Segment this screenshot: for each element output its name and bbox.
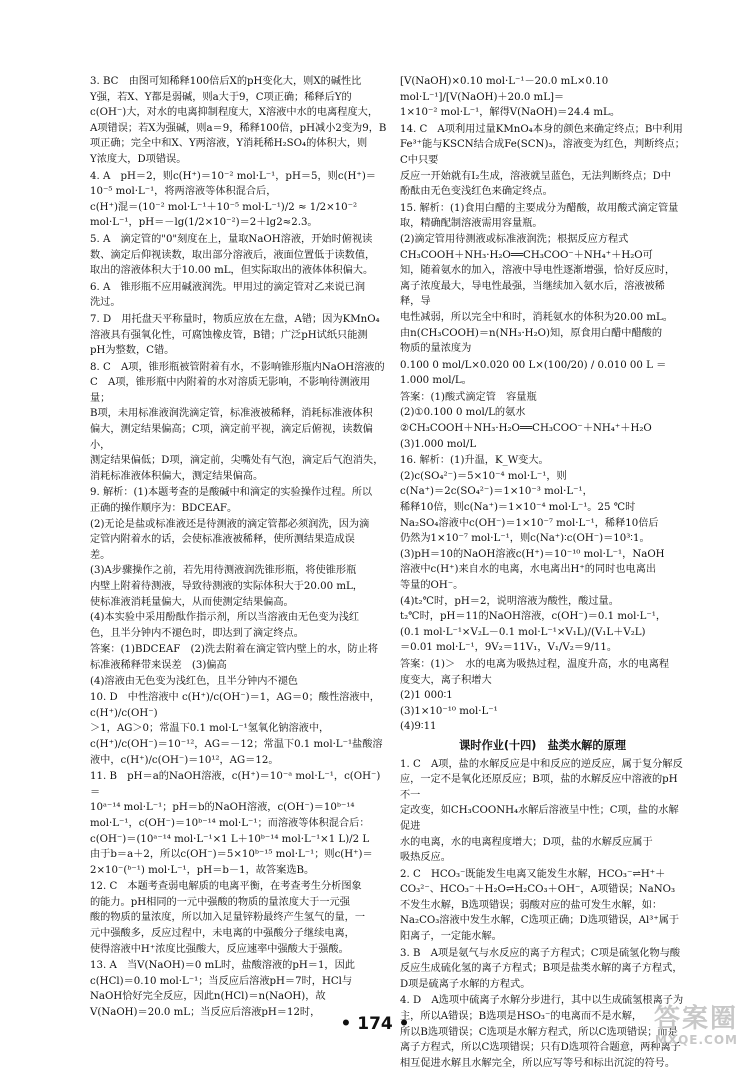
text-line: 10⁻⁵ mol·L⁻¹，将两溶液等体积混合后， [90, 186, 277, 198]
text-line: (4)9∶11 [400, 721, 437, 733]
text-line: 5. A 滴定管的"0"刻度在上，量取NaOH溶液，开始时俯视读 [90, 233, 373, 245]
text-line: mol·L⁻¹，pH＝－lg(1/2×10⁻²)＝2＋lg2≈2.3。 [90, 217, 318, 229]
text-line: ＝0.01 mol·L⁻¹，9V₂＝11V₁，V₁/V₂＝9/11。 [400, 642, 618, 654]
text-line: 定改变，如CH₃COONH₄水解后溶液呈中性；C项，盐的水解促进 [400, 805, 679, 832]
text-line: 液中，c(H⁺)/c(OH⁻)＝10¹²，AG＝12。 [90, 754, 279, 766]
right-column-top [400, 74, 685, 735]
text-line: 10. D 中性溶液中 c(H⁺)/c(OH⁻)＝1，AG＝0；酸性溶液中，c(H⁺)/c(OH⁻) [90, 692, 380, 719]
text-line: Na₂SO₄溶液中c(OH⁻)＝1×10⁻⁷ mol·L⁻¹，稀释10倍后 [400, 517, 659, 529]
text-line: (4)溶液由无色变为浅红色，且半分钟内不褪色 [90, 675, 298, 687]
text-line: mol·L⁻¹，c(OH⁻)＝10ᵇ⁻¹⁴ mol·L⁻¹；而溶液等体积混合后： [90, 817, 370, 829]
text-line: pH为整数，C错。 [90, 345, 175, 357]
text-line: (0.1 mol·L⁻¹×V₂L－0.1 mol·L⁻¹×V₁L)/(V₁L＋V₂L) [400, 626, 646, 638]
text-line: 11. B pH＝a的NaOH溶液，c(H⁺)＝10⁻ᵃ mol·L⁻¹，c(OH⁻)＝ [90, 771, 381, 798]
text-line: 溶液具有强氧化性，可腐蚀橡皮管，B错；广泛pH试纸只能测 [90, 329, 368, 341]
text-line: 12. C 本题考查弱电解质的电离平衡，在考查考生分析图象 [90, 881, 362, 893]
answer-entry [400, 657, 685, 735]
text-line: CH₃COOH＋NH₃·H₂O══CH₃COO⁻＋NH₄⁺＋H₂O可 [400, 249, 653, 261]
answer-entry [400, 122, 685, 200]
answer-entry [400, 867, 685, 945]
text-line: 答案：(1)BDCEAF (2)洗去附着在滴定管内壁上的水，防止将 [90, 644, 379, 656]
text-line: 由n(CH₃COOH)＝n(NH₃·H₂O)知，原食用白醋中醋酸的 [400, 327, 663, 339]
text-line: 所以B选项错误；C选项是水解方程式，所以C选项错误；而是 [400, 1026, 678, 1038]
page-number: • 174 • [340, 1014, 410, 1034]
text-line: 测定结果偏低；D项，滴定前，尖嘴处有气泡，滴定后气泡消失， [90, 455, 384, 467]
text-line: (2)滴定管用待测液或标准液润洗；根据反应方程式 [400, 233, 629, 245]
text-line: Na₂CO₃溶液中发生水解，C选项正确；D选项错误，Al³⁺属于 [400, 915, 680, 927]
text-line: 15. 解析：(1)食用白醋的主要成分为醋酸，故用酸式滴定管量 [400, 202, 679, 214]
answer-entry [400, 358, 685, 389]
text-line: 反应生成硫化氢的离子方程式；B项是盐类水解的离子方程式， [400, 963, 683, 975]
text-line: (2)1 000∶1 [400, 690, 453, 702]
right-column [400, 74, 685, 1072]
answer-entry [400, 453, 685, 656]
text-line: c(HCl)＝0.10 mol·L⁻¹；当反应后溶液pH＝7时，HCl与 [90, 975, 353, 987]
text-line: 答案：(1)酸式滴定管 容量瓶 [400, 391, 537, 403]
answer-entry [90, 280, 390, 311]
text-line: ②CH₃COOH＋NH₃·H₂O══CH₃COO⁻＋NH₄⁺＋H₂O [400, 423, 652, 435]
text-line: 稀释10倍，则c(Na⁺)＝1×10⁻⁴ mol·L⁻¹。25 ℃时 [400, 502, 636, 514]
text-line: (2)①0.100 0 mol/L的氨水 [400, 407, 526, 419]
text-line: (3)1×10⁻¹⁰ mol·L⁻¹ [400, 705, 498, 717]
text-line: 元中强酸多，反应过程中，未电离的中强酸分子继续电离， [90, 928, 355, 940]
text-line: 16. 解析：(1)升温，K_W变大。 [400, 455, 549, 467]
answer-entry [90, 769, 390, 878]
text-line: 吸热反应。 [400, 852, 451, 864]
answer-entry [400, 74, 685, 121]
text-line: 溶液中c(H⁺)来自水的电离，水电离出H⁺的同时也电离出 [400, 564, 657, 576]
text-line: 水的电离，水的电离程度增大；D项，盐的水解反应属于 [400, 836, 653, 848]
text-line: 答案：(1)＞ 水的电离为吸热过程，温度升高，水的电离程 [400, 658, 670, 670]
left-column [90, 74, 390, 1022]
text-line: 酸的物质的量浓度，所以加入足量锌粉最终产生氢气的量，一 [90, 912, 366, 924]
text-line: 偏大，测定结果偏高；C项，滴定前平视，滴定后俯视，读数偏小， [90, 424, 373, 451]
text-line: (2)c(SO₄²⁻)＝5×10⁻⁴ mol·L⁻¹，则 [400, 470, 567, 482]
text-line: 应，一定不是氧化还原反应；B项，盐的水解反应中溶液的pH不一 [400, 774, 678, 801]
answer-entry [90, 360, 390, 485]
text-line: 9. 解析：(1)本题考查的是酸碱中和滴定的实验操作过程。所以 [90, 487, 373, 499]
text-line: c(Na⁺)＝2c(SO₄²⁻)＝1×10⁻³ mol·L⁻¹， [400, 486, 593, 498]
text-line: (3)A步骤操作之前，若先用待测液润洗锥形瓶，将使锥形瓶 [90, 565, 357, 577]
text-line: ＞1，AG＞0；常温下0.1 mol·L⁻¹氢氧化钠溶液中， [90, 723, 330, 735]
answer-entry [90, 958, 390, 1020]
text-line: 3. B A项是氨气与水反应的离子方程式；C项是硫氢化物与酸 [400, 947, 681, 959]
text-line: 不发生水解，B选项错误；弱酸对应的盐可发生水解，如： [400, 899, 663, 911]
watermark-logo-text: 答案圈 [653, 1004, 738, 1034]
text-line: c(OH⁻)大，对水的电离抑制程度大，X溶液中水的电离程度大， [90, 107, 379, 119]
text-line: [V(NaOH)×0.10 mol·L⁻¹－20.0 mL×0.10 mol·L⁻¹]/[V(NaOH)＋20.0 mL]＝ [400, 76, 609, 103]
text-line: 10ᵃ⁻¹⁴ mol·L⁻¹；pH＝b的NaOH溶液，c(OH⁻)＝10ᵇ⁻¹⁴ [90, 802, 355, 814]
watermark-url: MXQE.COM [654, 1033, 738, 1047]
text-line: 酚酞由无色变浅红色来确定终点。 [400, 186, 553, 198]
text-line: (3)pH＝10的NaOH溶液c(H⁺)＝10⁻¹⁰ mol·L⁻¹，NaOH [400, 548, 665, 560]
text-line: 4. D A选项中硫离子水解分步进行，其中以生成硫氢根离子为 [400, 995, 684, 1007]
answer-entry [400, 946, 685, 993]
answer-entry [90, 232, 390, 279]
text-line: 使得溶液中H⁺浓度比强酸大，反应速率中强酸大于强酸。 [90, 943, 349, 955]
answer-entry [90, 690, 390, 768]
text-line: 主，所以A错误；B选项是HSO₃⁻的电离而不是水解， [400, 1011, 643, 1023]
text-line: 相互促进水解且水解完全，所以应写等号和标出沉淀的符号。 [400, 1057, 676, 1069]
answer-entry [90, 879, 390, 957]
text-line: 6. A 锥形瓶不应用碱液润洗。甲用过的滴定管对乙来说已润 [90, 281, 366, 293]
text-line: 2×10⁻(ᵇ⁻¹) mol·L⁻¹，pH＝b－1，故答案选B。 [90, 864, 315, 876]
text-line: (2)无论是盐或标准液还是待测液的滴定管都必须润洗，因为滴 [90, 518, 370, 530]
text-line: 正确的操作顺序为：BDCEAF。 [90, 503, 238, 515]
text-line: 反应一开始就有I₂生成，溶液就呈蓝色，无法判断终点；D中 [400, 170, 671, 182]
answer-entry [90, 642, 390, 689]
text-line: 离子方程式，所以C选项错误；只有D选项符合题意，两种离子 [400, 1042, 681, 1054]
text-line: 由于b＝a＋2，所以c(OH⁻)＝5×10ᵇ⁻¹⁵ mol·L⁻¹；则c(H⁺)＝ [90, 849, 373, 861]
text-line: 2. C HCO₃⁻既能发生电离又能发生水解，HCO₃⁻⇌H⁺＋ [400, 868, 666, 880]
text-line: 取出的溶液体积大于10.00 mL，但实际取出的液体体积偏大。 [90, 265, 374, 277]
text-line: 3. BC 由图可知稀释100倍后X的pH变化大，则X的碱性比 [90, 76, 362, 87]
text-line: V(NaOH)＝20.0 mL；当反应后溶液pH＝12时， [90, 1007, 321, 1019]
text-line: 色，且半分钟内不褪色时，即达到了滴定终点。 [90, 627, 304, 639]
text-line: 离子浓度最大，导电性最强，当继续加入氨水后，溶液被稀释，导 [400, 280, 665, 308]
text-line: c(OH⁻)＝(10ᵃ⁻¹⁴ mol·L⁻¹×1 L＋10ᵇ⁻¹⁴ mol·L⁻¹×1 L)/2 L [90, 833, 370, 845]
text-line: 取，精确配制溶液需用容量瓶。 [400, 218, 543, 230]
text-line: c(H⁺)/c(OH⁻)＝10⁻¹²，AG＝－12；常温下0.1 mol·L⁻¹盐酸溶 [90, 738, 383, 750]
text-line: c(H⁺)混＝(10⁻² mol·L⁻¹＋10⁻⁵ mol·L⁻¹)/2 ≈ 1/2×10⁻² [90, 201, 358, 213]
answer-entry [90, 485, 390, 641]
text-line: (3)1.000 mol/L [400, 438, 477, 450]
text-line: 仍然为1×10⁻⁷ mol·L⁻¹，则c(Na⁺)∶c(OH⁻)＝10³∶1。 [400, 533, 650, 545]
text-line: 内壁上附着待测液，导致待测液的实际体积大于20.00 mL， [90, 581, 363, 592]
text-line: 定管内附着水的话，会使标准液被稀释，使所测结果造成误 [90, 534, 355, 546]
text-line: 等量的OH⁻。 [400, 580, 464, 591]
text-line: 4. A pH＝2，则c(H⁺)＝10⁻² mol·L⁻¹，pH＝5，则c(H⁺)＝ [90, 170, 376, 182]
section-title: 课时作业(十四) 盐类水解的原理 [459, 738, 626, 752]
text-line: Y强，若X、Y都是弱碱，则a大于9，C项正确；稀释后Y的 [90, 91, 352, 103]
text-line: (4)t₂℃时，pH＝2，说明溶液为酸性，酸过量。 [400, 595, 619, 607]
text-line: B项，未用标准液润洗滴定管，标准液被稀释，消耗标准液体积 [90, 408, 373, 420]
text-line: D项是硫离子水解的方程式。 [400, 978, 531, 990]
text-line: 1. C A项，盐的水解反应是中和反应的逆反应，属于复分解反 [400, 758, 683, 770]
text-line: A项错误；若X为强碱，则a＝9，稀释100倍，pH减小2变为9，B [90, 122, 387, 134]
text-line: 度变大，离子积增大 [400, 674, 492, 686]
text-line: 阳离子，一定能水解。 [400, 931, 502, 943]
answer-entry [90, 312, 390, 359]
answer-entry [90, 74, 390, 168]
text-line: 13. A 当V(NaOH)＝0 mL时，盐酸溶液的pH＝1，因此 [90, 960, 355, 972]
text-line: 标准液稀释带来误差 (3)偏高 [90, 659, 227, 671]
text-line: NaOH恰好完全反应，因此n(HCl)＝n(NaOH)，故 [90, 991, 326, 1003]
text-line: t₂℃时，pH＝11的NaOH溶液，c(OH⁻)＝0.1 mol·L⁻¹， [400, 611, 667, 623]
text-line: 1×10⁻² mol·L⁻¹，解得V(NaOH)＝24.4 mL。 [400, 107, 621, 119]
answer-entry [400, 390, 685, 452]
text-line: 7. D 用托盘天平称量时，物质应放在左盘，A错；因为KMnO₄ [90, 313, 380, 325]
text-line: 知，随着氨水的加入，溶液中导电性逐渐增强，恰好反应时， [400, 265, 676, 277]
text-line: 的能力。pH相同的一元中强酸的物质的量浓度大于一元强 [90, 896, 350, 908]
answer-entry [400, 757, 685, 866]
text-line: Fe³⁺能与KSCN结合成Fe(SCN)₃，溶液变为红色，判断终点；C中只要 [400, 139, 685, 166]
answer-entry [400, 201, 685, 357]
text-line: 8. C A项，锥形瓶被管附着有水，不影响锥形瓶内NaOH溶液的 [90, 361, 385, 373]
text-line: 14. C A项利用过量KMnO₄本身的颜色来确定终点；B中利用 [400, 123, 683, 135]
answer-entry [90, 169, 390, 231]
text-line: 电性减弱，所以完全中和时，消耗氨水的体积为20.00 mL。 [400, 311, 673, 323]
text-line: Y浓度大，D项错误。 [90, 153, 187, 165]
text-line: 洗过。 [90, 297, 121, 309]
text-line: 物质的量浓度为 [400, 343, 472, 355]
text-line: (4)本实验中采用酚酞作指示剂，所以当溶液由无色变为浅红 [90, 612, 360, 624]
text-line: C A项，锥形瓶中内附着的水对溶质无影响，不影响待测液用量； [90, 377, 371, 404]
text-line: 数、滴定后仰视读数，取出部分溶液后，液面位置低于读数值， [90, 249, 376, 261]
text-line: 使标准液消耗量偏大，从而使测定结果偏高。 [90, 596, 294, 608]
text-line: 项正确；完全中和X、Y两溶液，Y消耗稀H₂SO₄的体积大，则 [90, 138, 368, 150]
text-line: 消耗标准液体积偏大，测定结果偏高。 [90, 470, 264, 482]
text-line: CO₃²⁻、HCO₃⁻＋H₂O⇌H₂CO₃＋OH⁻，A项错误；NaNO₃ [400, 884, 676, 896]
text-line: 差。 [90, 549, 111, 561]
text-line: 0.100 0 mol/L×0.020 00 L×(100/20) / 0.010 00 L ＝1.000 mol/L。 [400, 359, 667, 387]
watermark-logo [618, 1005, 738, 1053]
